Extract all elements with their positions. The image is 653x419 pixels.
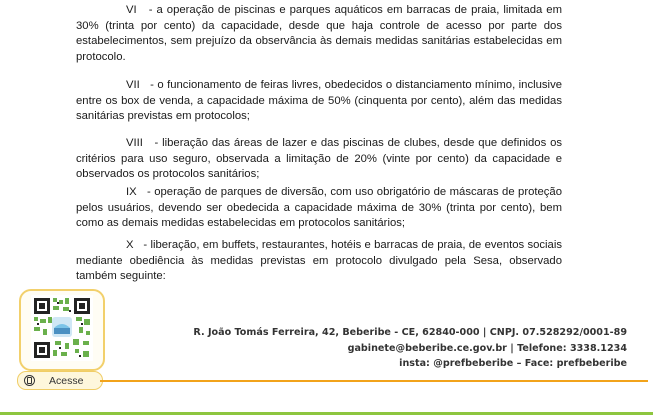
qr-code-icon[interactable]	[31, 295, 93, 361]
paragraph-number: VIII	[126, 137, 143, 149]
paragraph-number: VI	[126, 4, 137, 16]
paragraph-text: - operação de parques de diversão, com uso obrigatório de máscaras de proteção pelos usuários, devendo ser obedecida a capacidade máxima de 30% (trinta por cento), bem como as demais medidas estabelecidas em protocolos sanitários;	[76, 186, 563, 230]
footer-orange-rule	[100, 380, 648, 382]
footer-address: R. João Tomás Ferreira, 42, Beberibe - CE, 62840-000 | CNPJ. 07.528292/0001-89	[193, 327, 627, 338]
paragraph-text: - o funcionamento de feiras livres, obedecidos o distanciamento mínimo, inclusive entre os box de venda, a capacidade máxima de 50% (cinquenta por cento), além das medidas sanitárias previstas em protocolos;	[76, 79, 562, 123]
phone-icon	[24, 375, 35, 386]
footer-social: insta: @prefbeberibe – Face: prefbeberibe	[399, 358, 627, 369]
paragraph-vi	[76, 3, 562, 65]
paragraph-vii	[76, 78, 562, 125]
paragraph-x	[76, 238, 562, 285]
paragraph-viii	[76, 136, 562, 183]
footer-green-rule	[0, 412, 653, 415]
paragraph-text: - a operação de piscinas e parques aquáticos em barracas de praia, limitada em 30% (trinta por cento) da capacidade, desde que haja controle de acesso por parte dos estabelecimentos, sem prejuízo da observância às demais medidas sanitárias estabelecidas em protocolo.	[76, 4, 562, 63]
acesse-label: Acesse	[49, 374, 84, 387]
qr-code-card[interactable]	[19, 289, 105, 371]
paragraph-text: - liberação, em buffets, restaurantes, hotéis e barracas de praia, de eventos sociais mediante obediência às medidas previstas em protocolo divulgado pela Sesa, observado também seguinte:	[76, 239, 562, 283]
paragraph-number: VII	[126, 79, 140, 91]
paragraph-number: IX	[126, 186, 137, 198]
paragraph-text: - liberação das áreas de lazer e das piscinas de clubes, desde que definidos os critérios para uso seguro, observada a limitação de 20% (vinte por cento) da capacidade e observados os protocolos sanitários;	[76, 137, 562, 181]
paragraph-number: X	[126, 239, 134, 251]
paragraph-ix	[76, 185, 562, 232]
footer-contact: gabinete@beberibe.ce.gov.br | Telefone: 3338.1234	[347, 343, 627, 354]
acesse-button[interactable]	[17, 371, 103, 390]
